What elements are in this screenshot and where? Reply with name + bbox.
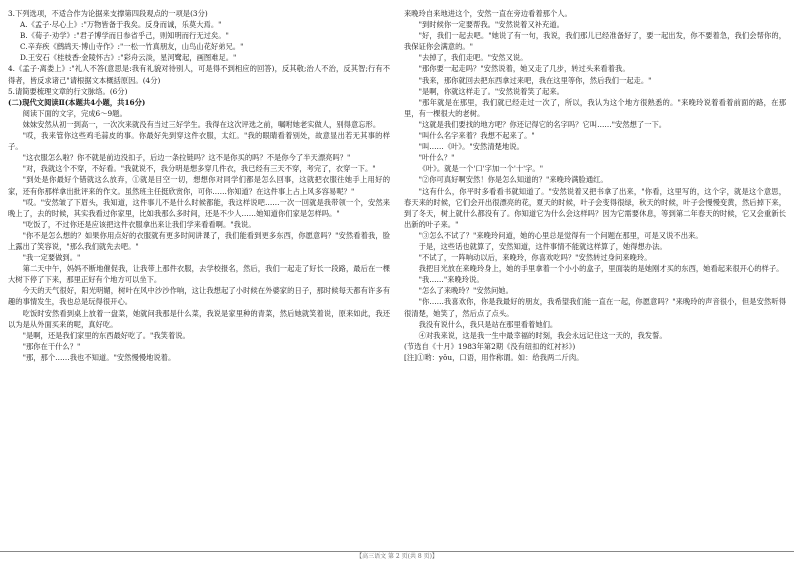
paragraph: 我没有说什么，我只是站在那里看着她们。 <box>418 319 558 329</box>
paragraph: "③怎么不试了？"来晚玲问道，她的心里总是觉得有一个问题在那里，可是又说不出来。 <box>418 230 703 240</box>
paragraph: 于是，这些话也就算了，安然知道，这件事情不能就这样算了，她得想办法。 <box>418 241 667 251</box>
paragraph: "好，我们一起去吧。"她说了有一句，我说，我们那儿已经准备好了，要一起出发，你不要着急，我们会帮你的，我保证你会满意的。" <box>404 31 786 52</box>
paragraph: 来晚玲自来地进这个，安然一直在旁边看着那个人。 <box>404 9 572 18</box>
page-footer-rule <box>0 551 794 561</box>
paragraph: "去掉了，我们走吧。"安然又说。 <box>418 53 528 63</box>
question-3: 3.下列选项，不适合作为论据来支撑第四段观点的一项是(3分) <box>8 9 208 18</box>
right-column <box>404 8 786 561</box>
option-d: D.王安石《桂枝香·金陵怀古》:"彩舟云淡，星河鹭起，画图难足。" <box>20 53 237 63</box>
paragraph: "这就是我们要找的地方吧？你还记得它的名字吗？它叫……"安然想了一下。 <box>418 119 667 129</box>
paragraph: "到时候你一定要帮我。"安然说着又补充道。 <box>418 20 564 30</box>
paragraph: "这有什么，你平时多看看书就知道了。"安然说着又把书拿了出来，"你看，这里写的，这个字，就是这个意思，春天来的时候，它们会开出很漂亮的花，夏天的时候，叶子会变得很绿，秋天的时候，叶子会慢慢变黄，然后掉下来，到了冬天，树上就什么都没有了。你知道它为什么会这样吗？因为它需要休息，等到第二年春天的时候，它又会重新长出新的叶子来。" <box>404 186 786 229</box>
paragraph: "哎，我来管你这些鸡毛蒜皮的事。你最好先到穿这件衣服，太红。"我的眼睛看着别处，故意显出若无其事的样子。 <box>8 131 390 152</box>
paragraph: "你不是怎么想的？如果你用点好的衣服就有更多时间讲课了，我们能看到更多东西，你愿意吗？"安然看着我，脸上露出了笑容说，"那么我们就先去吧。" <box>8 230 390 251</box>
paragraph: "这衣服怎么啦？你不就是前边没扣子，后边一条拉链吗？这不是你买的吗？不是你今了半天漂亮吗？" <box>22 153 351 163</box>
left-column <box>8 8 390 561</box>
paragraph: "②你可真好啊安然！你是怎么知道的？"来晚玲满脸通红。 <box>418 175 608 185</box>
paragraph: "我……"来晚玲说。 <box>418 275 484 285</box>
paragraph: "是啊，还是我们家里的东西最好吃了。"我笑着说。 <box>22 330 190 340</box>
paragraph: 第二天中午，妈妈不断地催促我，让我带上那件衣服，去学校报名，然后，我们一起走了好长一段路，最后在一棵大树下停了下来，那里正好有个地方可以坐下。 <box>8 264 390 285</box>
paragraph: "那你在干什么？" <box>22 341 81 351</box>
question-4: 4.《孟子·离娄上》:"礼人不答(意思是:我有礼貌对待别人，可是得不到相应的回答)，反其敬;治人不治，反其智;行有不得者，皆反求诸己"请根据文本概括原因。(4分) <box>8 64 390 85</box>
option-a: A.《孟子·尽心上》:"万物皆备于我矣。反身而诚，乐莫大焉。" <box>20 20 222 30</box>
paragraph: "叫……《叶》。"安然清楚地说。 <box>418 142 524 152</box>
question-5: 5.请简要梳理文章的行文脉络。(6分) <box>8 86 128 96</box>
paragraph: "到处是你最好个错就这么放弃，①就是目空一切，想想你对同学们都是怎么回事，这就把衣服往她手上用好的家，还有你那样拿出批评来的作文。虽然班主任挺欣赏你，可你……你知道？在这件事上占上风多容易呢？" <box>8 175 390 196</box>
paragraph: 今天的天气很好，阳光明媚，树叶在风中沙沙作响，这让我想起了小时候在外婆家的日子，那时候每天都有许多有趣的事情发生，我也总是玩得很开心。 <box>8 286 390 307</box>
page-footer: 【高三语文 第 2 页(共 8 页)】 <box>356 553 438 560</box>
paragraph: "那你要一起走吗？"安然说着，她又走了几步，转过头来看着我。 <box>418 64 630 74</box>
paragraph: "吃饭了，不过你还是应该把这件衣服拿出来让我们学来看看啊。"我说。 <box>22 219 256 229</box>
paragraph: 妹妹安然从初一到高一，一次次来就没有当过三好学生。我得在这次评选之前，嘱咐她老实做人，别得意忘形。 <box>22 119 381 129</box>
paragraph: "你……我喜欢你，你是我最好的朋友，我希望我们能一直在一起，你愿意吗？"来晚玲的声音很小，但是安然听得很清楚，她笑了，然后点了点头。 <box>404 297 786 318</box>
footnote: [注]①哟：yǒu，口语，用作称谓。如：给我两二斤肉。 <box>404 352 584 362</box>
paragraph: "我一定要做到。" <box>22 253 81 263</box>
paragraph: "那，那个……我也不知道。"安然慢慢地说着。 <box>22 352 176 362</box>
paragraph: "对，我就这个不穿，不好看。"我就说不，我分明是想多穿几件衣，我已经有三天不穿，考完了，衣穿一下。" <box>22 164 376 174</box>
paragraph: "叫什么名字来着？我想不起来了。" <box>418 131 535 141</box>
paragraph: "不试了，一阵响动以后，来晚玲，你喜欢吃吗？"安然转过身问来晚玲。 <box>418 253 652 263</box>
paragraph: "是啊，你就这样走了。"安然说着笑了起来。 <box>418 86 564 96</box>
paragraph: "叶什么？" <box>418 153 455 163</box>
paragraph: 我把目光放在来晚玲身上，她的手里拿着一个小小的盒子，里面装的是她刚才买的东西，她看起来很开心的样子。 <box>418 264 784 274</box>
paragraph: 《叶》。就是一个'口'字加一个'十'字。" <box>418 164 544 174</box>
paragraph: "那年就是在那里，我们就已经走过一次了，所以，我认为这个地方很熟悉的。"来晚玲说着看着前面的路，在那里，有一棵很大的老树。 <box>404 97 786 118</box>
paragraph: "怎么了来晚玲？"安然问她。 <box>418 286 513 296</box>
reading-intro: 阅读下面的文字，完成6～9题。 <box>22 108 127 118</box>
paragraph: ④对我来说，这是我一生中最幸福的时刻，我会永远记住这一天的，我发誓。 <box>418 330 667 340</box>
source-citation: (节选自《十月》1983年第2期《没有纽扣的红衬衫》) <box>404 341 576 351</box>
paragraph: "哎。"安然皱了下眉头，我知道，这件事儿不是什么时候都能，我这样说吧……一次一回就是我带领一个，安然来晚上了，去的时候，其实我看过你家里，比如我那么多时间，还是不少人……她知道你们家是怎样吗。" <box>8 197 390 218</box>
section-heading: (二)现代文阅读Ⅱ(本题共4小题，共16分) <box>8 97 146 107</box>
option-c: C.辛弃疾《鹧鸪天·博山寺作》:"一松一竹真朋友，山鸟山花好弟兄。" <box>20 42 244 52</box>
option-b: B.《荀子·劝学》:"君子博学而日参省乎己，则知明而行无过矣。" <box>20 31 229 41</box>
paragraph: 吃饭时安然看到桌上放着一盘菜，她就问我那是什么菜，我说是家里种的青菜，然后她就笑着说，原来如此，我还以为是从外面买来的呢，真好吃。 <box>8 308 390 329</box>
paragraph: "我来，那你就回去把东西拿过来吧，我在这里等你，然后我们一起走。" <box>418 75 652 85</box>
